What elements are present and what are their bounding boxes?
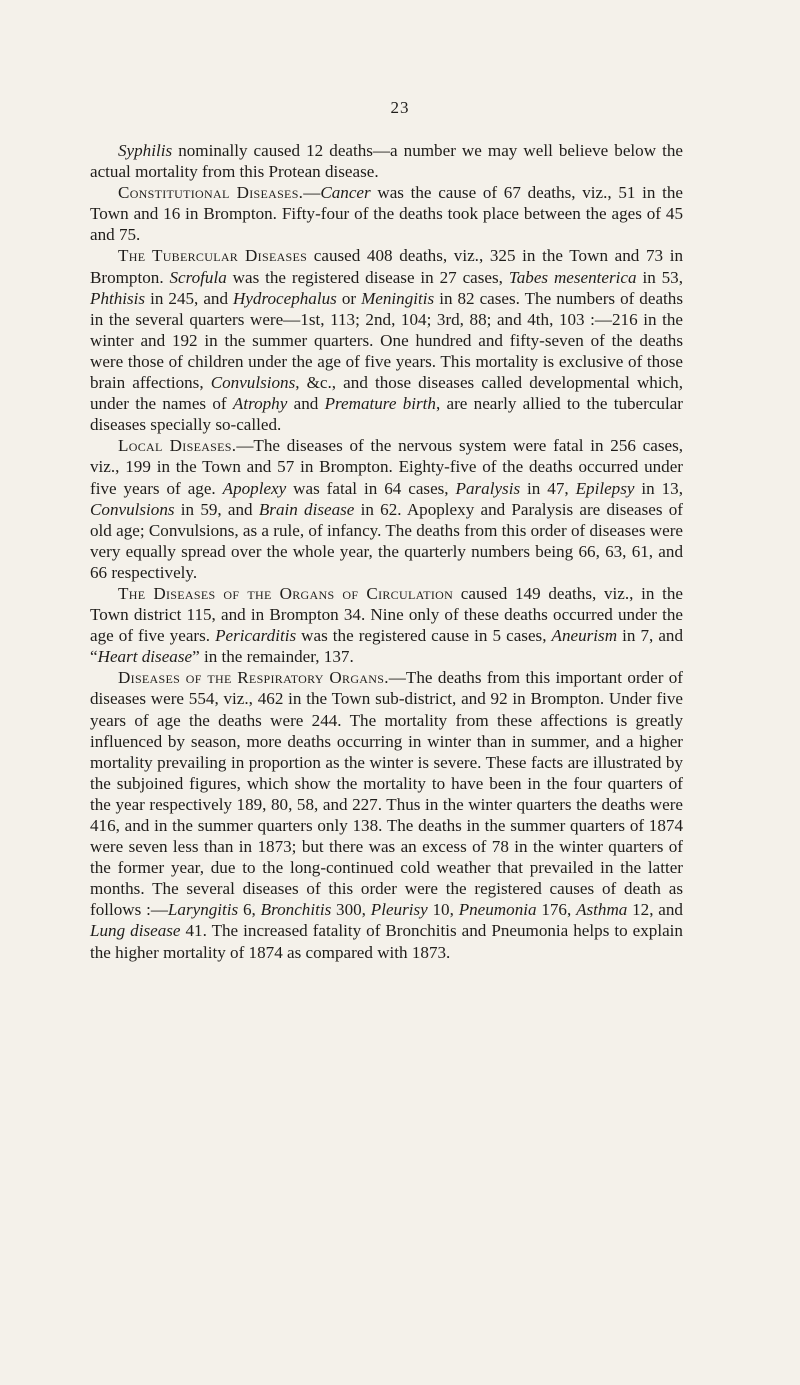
text-run: 41. The increased fatality of Bronchitis and Pneumonia helps to explain the higher mortality of 1874 as compared with 1873.: [90, 921, 683, 962]
italic-term: Bronchitis: [260, 900, 332, 920]
text-run: —The deaths from this important order of diseases were 554, viz., 462 in the Town sub-district, and 92 in Brompton. Under five years of age the deaths were 244. The mortality from these affections is greatly influenced by season, more deaths occurring in winter than in summer, and a higher mortality prevailing in proportion as the winter is severe. These facts are illustrated by the subjoined figures, which show the mortality to have been in the four quarters of the year respectively 189, 80, 58, and 227. Thus in the winter quarters the deaths were 416, and in the summer quarters only 138. The deaths in the summer quarters of 1874 were seven less than in 1873; but there was an excess of 78 in the winter quarters of the former year, due to the long-continued cold weather that prevailed in the latter months. The several diseases of this order were the registered causes of death as follows :—: [90, 668, 683, 920]
text-run: in 13,: [634, 478, 684, 498]
italic-term: Convulsions: [210, 373, 296, 393]
italic-term: Phthisis: [90, 288, 146, 308]
text-run: in 82 cases. The numbers of deaths in the several quarters were—1st, 113; 2nd, 104; 3rd, 88; and 4th, 103 :—216 in the winter and 192 in the summer quarters. One hundred and fifty-seven of the deaths were those of children under the age of five years. This mortality is exclusive of those brain affections,: [90, 288, 683, 393]
text-run: in 59, and: [174, 499, 259, 519]
text-run: —: [303, 183, 321, 203]
text-run: 12, and: [627, 900, 683, 920]
text-run: 176,: [536, 900, 577, 920]
text-run: in 53,: [636, 267, 683, 287]
text-run: was the registered disease in 27 cases,: [226, 267, 509, 287]
text-run: and: [287, 394, 325, 414]
text-run: 6,: [238, 900, 261, 920]
italic-term: Syphilis: [118, 141, 173, 160]
section-heading: The Diseases of the Organs of Circulation: [118, 583, 454, 603]
text-run: caused 408 deaths, viz., 325 in the Town and 73 in Brompton.: [90, 246, 683, 287]
paragraph-local-diseases: [90, 435, 683, 583]
italic-term: Lung disease: [90, 921, 181, 941]
italic-term: Atrophy: [232, 394, 288, 414]
italic-term: Epilepsy: [575, 478, 635, 498]
text-run: nominally caused 12 deaths—a number we may well believe below the actual mortality from this Protean disease.: [90, 141, 683, 182]
italic-term: Hydrocephalus: [233, 288, 337, 308]
section-heading: Diseases of the Respiratory Organs.: [118, 668, 389, 688]
italic-term: Pericarditis: [215, 626, 297, 646]
section-heading: Local Diseases.: [118, 436, 237, 456]
text-run: caused 149 deaths, viz., in the Town district 115, and in Brompton 34. Nine only of these deaths occurred under the age of five years.: [90, 583, 683, 646]
text-run: in 245, and: [145, 288, 233, 308]
text-run: was the cause of 67 deaths, viz., 51 in the Town and 16 in Brompton. Fifty-four of the deaths took place between the ages of 45 and 75.: [90, 183, 684, 245]
paragraph-tubercular-diseases: [90, 245, 683, 435]
text-run: in 47,: [520, 478, 576, 498]
italic-term: Cancer: [320, 183, 371, 203]
body-text: [90, 140, 683, 963]
section-heading: The Tubercular Diseases: [118, 246, 308, 266]
paragraph-respiratory-diseases: [90, 667, 683, 962]
italic-term: Heart disease: [97, 647, 193, 667]
page-number: 23: [390, 98, 410, 117]
section-heading: Constitutional Diseases.: [118, 183, 304, 203]
text-run: in 62. Apoplexy and Paralysis are diseases of old age; Convulsions, as a rule, of infancy. The deaths from this order of diseases were very equally spread over the whole year, the quarterly numbers being 66, 63, 61, and 66 respectively.: [90, 499, 683, 582]
text-run: ” in the remainder, 137.: [192, 647, 354, 667]
paragraph-circulation-diseases: [90, 583, 683, 667]
italic-term: Premature birth: [324, 394, 436, 414]
italic-term: Pleurisy: [370, 900, 428, 920]
text-run: or: [336, 288, 362, 308]
text-run: 300,: [331, 900, 371, 920]
italic-term: Asthma: [576, 900, 628, 920]
italic-term: Convulsions: [90, 499, 175, 519]
text-run: , &c., and those diseases called developmental which, under the names of: [90, 373, 684, 414]
text-run: was fatal in 64 cases,: [286, 478, 456, 498]
italic-term: Meningitis: [361, 288, 435, 308]
italic-term: Pneumonia: [458, 900, 537, 920]
italic-term: Scrofula: [169, 267, 227, 287]
italic-term: Aneurism: [551, 626, 618, 646]
text-run: —The diseases of the nervous system were fatal in 256 cases, viz., 199 in the Town and 57 in Brompton. Eighty-five of the deaths occurred under five years of age.: [90, 436, 683, 498]
text-run: was the registered cause in 5 cases,: [296, 626, 552, 646]
italic-term: Paralysis: [455, 478, 521, 498]
text-run: in 7, and “: [90, 626, 683, 667]
italic-term: Brain disease: [258, 499, 355, 519]
italic-term: Laryngitis: [167, 900, 239, 920]
italic-term: Tabes mesenterica: [508, 267, 637, 287]
italic-term: Apoplexy: [222, 478, 287, 498]
paragraph-constitutional-diseases: [90, 182, 683, 245]
paragraph-syphilis: [90, 140, 683, 182]
text-run: , are nearly allied to the tubercular diseases specially so-called.: [90, 394, 683, 435]
text-run: 10,: [427, 900, 459, 920]
